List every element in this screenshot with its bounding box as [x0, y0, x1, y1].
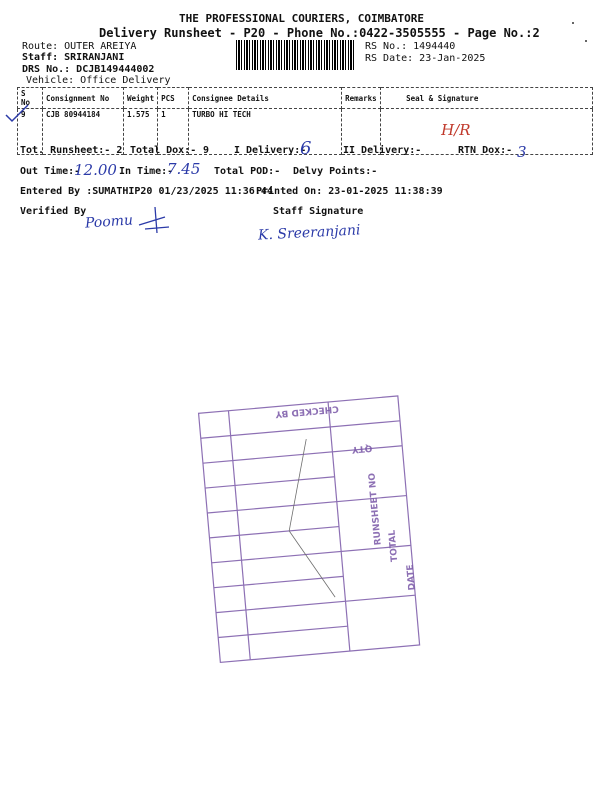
stamp-total: TOTAL	[387, 529, 401, 563]
seal-handwriting: H/R	[441, 121, 471, 139]
in-time-value: 7.45	[167, 160, 201, 178]
entered-by: Entered By :SUMATHIP20 01/23/2025 11:36:44	[20, 186, 273, 197]
stamp-runsheet-no: RUNSHEET NO	[367, 472, 384, 546]
col-weight: Weight	[124, 88, 158, 109]
col-remarks: Remarks	[342, 88, 381, 109]
route-info: Route: OUTER AREIYA	[22, 41, 137, 52]
staff-signature: K. Sreeranjani	[257, 222, 361, 244]
rs-number: RS No.: 1494440	[365, 41, 456, 52]
col-consignee: Consignee Details	[189, 88, 342, 109]
cell-weight: 1.575	[124, 109, 158, 155]
cell-consignment: CJB 80944184	[43, 109, 124, 155]
speck	[572, 22, 574, 24]
company-name: THE PROFESSIONAL COURIERS, COIMBATORE	[179, 12, 425, 25]
cell-sno: 9	[18, 109, 43, 155]
out-time-label: Out Time:-	[20, 166, 81, 177]
i-delivery-label: I Delivery:-	[234, 145, 307, 156]
verified-by-label: Verified By	[20, 206, 87, 217]
verified-signature: Poomu	[84, 212, 134, 232]
stamp-qty: QTY	[351, 442, 373, 455]
out-time-value: 12.00	[74, 161, 117, 179]
stamp-checked-by: CHECKED BY	[274, 403, 340, 419]
total-dox-value: 9	[203, 145, 210, 156]
rs-date: RS Date: 23-Jan-2025	[365, 53, 486, 64]
ii-delivery-label: II Delivery:-	[343, 145, 422, 156]
staff-signature-label: Staff Signature	[273, 206, 364, 217]
col-sno: S No	[18, 88, 43, 109]
col-seal: Seal & Signature	[381, 88, 593, 109]
vehicle-info: Vehicle: Office Delivery	[26, 75, 171, 86]
col-pcs: PCS	[158, 88, 189, 109]
stamp-date: DATE	[405, 563, 418, 591]
staff-info: Staff: SRIRANJANI	[22, 52, 125, 63]
tot-runsheet: Tot. Runsheet:- 2	[20, 145, 123, 156]
speck	[585, 40, 587, 42]
i-delivery-value: 6	[300, 138, 312, 159]
delvy-points-label: Delvy Points:-	[293, 166, 378, 177]
total-dox-label: Total Dox:-	[130, 145, 197, 156]
drs-number: DRS No.: DCJB149444002	[22, 64, 155, 75]
in-time-label: In Time:-	[119, 166, 174, 177]
cell-pcs: 1	[158, 109, 189, 155]
total-pod-label: Total POD:-	[214, 166, 281, 177]
printed-on: Printed On: 23-01-2025 11:38:39	[256, 186, 443, 197]
col-consignment: Consignment No	[43, 88, 124, 109]
cell-consignee: TURBO HI TECH	[189, 109, 342, 155]
rtn-dox-label: RTN Dox:-	[458, 145, 513, 156]
runsheet-title: Delivery Runsheet - P20 - Phone No.:0422-3505555 - Page No.:2	[99, 26, 540, 40]
rtn-dox-value: 3	[517, 143, 527, 161]
